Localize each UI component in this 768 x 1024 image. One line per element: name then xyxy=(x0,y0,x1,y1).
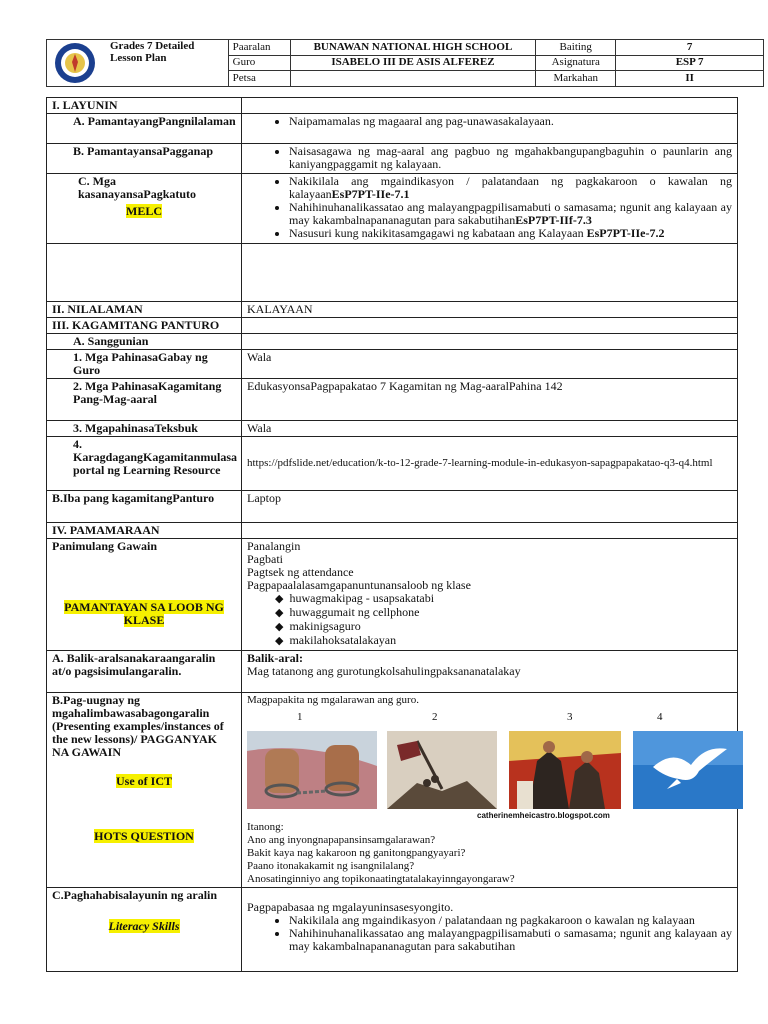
panimula-line: Panalangin xyxy=(247,539,301,553)
question-item: Bakit kaya nag kakaroon ng ganitongpangyayari? xyxy=(247,847,466,859)
white-dove-image xyxy=(633,731,743,809)
label-baiting: Baiting xyxy=(536,40,616,56)
learning-resource-link[interactable]: https://pdfslide.net/education/k-to-12-grade-7-learning-module-in-edukasyon-sapagpapakatao-q3-q4.html xyxy=(242,437,738,491)
label-teksbuk: 3. MgapahinasaTeksbuk xyxy=(47,421,242,437)
lesson-plan-title: Grades 7 Detailed Lesson Plan xyxy=(110,40,195,64)
value-teksbuk: Wala xyxy=(242,421,738,437)
paghahabi-item: • Nahihinuhanalikassatao ang malayangpagpilisamabuti o samasama; ngunit ang kalayaan ay may kakambalnapananagutan para sakabutihan xyxy=(289,927,732,953)
flag-raising-image xyxy=(387,731,497,809)
chained-fists-image xyxy=(247,731,377,809)
revolution-painting-image xyxy=(509,731,621,809)
section-kagamitan-heading: III. KAGAMITANG PANTURO xyxy=(47,318,242,334)
label-panimulang-gawain: Panimulang Gawain xyxy=(52,539,158,553)
hots-question-label: HOTS QUESTION xyxy=(94,829,194,843)
image-number: 4 xyxy=(657,711,663,723)
pag-uugnay-intro: Magpapakita ng mgalarawan ang guro. xyxy=(247,694,419,706)
label-pamantayang-pangnilalaman: A. PamantayangPangnilalaman xyxy=(47,114,242,144)
question-item: Anosatinginniyo ang topikonaatingtatalakayinngayongaraw? xyxy=(247,873,515,885)
kasanayan-item: • Nahihinuhanalikassatao ang malayangpagpilisamabuti o samasama; ngunit ang kalayaan ay may kakambalnapananagutan para sakabutihanEsP7PT-IIf-7.3 xyxy=(289,201,732,227)
paghahabi-intro: Pagpapabasaa ng mgalayuninsasesyongito. xyxy=(247,900,454,914)
text-pamantayang-pangnilalaman: • Naipamamalas ng magaaral ang pag-unawasakalayaan. xyxy=(289,115,732,128)
header-table xyxy=(46,39,764,87)
kasanayan-item: • Nakikilala ang mgaindikasyon / palatandaan ng pagkakaroon o kawalan ng kalayaanEsP7PT-IIe-7.1 xyxy=(289,175,732,201)
question-item: Paano itonakakamit ng isangnilalang? xyxy=(247,860,415,872)
rule-item: ◆ huwaggumait ng cellphone xyxy=(275,606,732,620)
value-petsa xyxy=(290,71,536,87)
paghahabi-item: • Nakikilala ang mgaindikasyon / palatandaan ng pagkakaroon o kawalan ng kalayaan xyxy=(289,914,732,927)
balik-aral-text: Mag tatanong ang gurotungkolsahulingpaksananatalakay xyxy=(247,664,521,678)
rule-item: ◆ huwagmakipag - usapsakatabi xyxy=(275,592,732,606)
label-paghahabi: C.Paghahabisalayunin ng aralin xyxy=(52,888,218,902)
label-learning-resource: 4. KaragdagangKagamitanmulasa portal ng Learning Resource xyxy=(47,437,242,491)
label-paaralan: Paaralan xyxy=(228,40,290,56)
use-of-ict-label: Use of ICT xyxy=(116,774,172,788)
value-kagamitang-mag-aaral: EdukasyonsaPagpapakatao 7 Kagamitan ng Mag-aaralPahina 142 xyxy=(242,379,738,421)
lesson-plan-table xyxy=(46,97,738,972)
label-pag-uugnay: B.Pag-uugnay ng mgahalimbawasabagongaralin (Presenting examples/instances of the new lessons)/ PAGGANYAK NA GAWAIN xyxy=(52,693,224,759)
value-paaralan: BUNAWAN NATIONAL HIGH SCHOOL xyxy=(290,40,536,56)
value-asignatura: ESP 7 xyxy=(616,55,764,71)
image-number: 3 xyxy=(567,711,573,723)
value-iba-pang-kagamitan: Laptop xyxy=(242,491,738,523)
value-gabay-guro: Wala xyxy=(242,350,738,379)
label-markahan: Markahan xyxy=(536,71,616,87)
panimula-line: Pagtsek ng attendance xyxy=(247,565,354,579)
kasanayan-item: • Nasusuri kung nakikitasamgagawi ng kabataan ang Kalayaan EsP7PT-IIe-7.2 xyxy=(289,227,732,240)
section-layunin-heading: I. LAYUNIN xyxy=(47,98,242,114)
question-item: Ano ang inyongnapapansinsamgalarawan? xyxy=(247,834,436,846)
label-iba-pang-kagamitan: B.Iba pang kagamitangPanturo xyxy=(47,491,242,523)
literacy-skills-label: Literacy Skills xyxy=(108,919,180,933)
text-pamantayan-pagganap: • Naisasagawa ng mag-aaral ang pagbuo ng mgahakbangupangbaguhin o paunlarin ang kaniyangpaggamit ng kalayaan. xyxy=(289,145,732,171)
panimula-line: Pagpapaalalasamgapanuntunansaloob ng klase xyxy=(247,578,471,592)
balik-aral-title: Balik-aral: xyxy=(247,651,303,665)
value-markahan: II xyxy=(616,71,764,87)
itanong-title: Itanong: xyxy=(247,821,284,833)
section-pamamaraan-heading: IV. PAMAMARAAN xyxy=(47,523,242,539)
melc-label: MELC xyxy=(126,204,162,218)
label-guro: Guro xyxy=(228,55,290,71)
rule-item: ◆ makilahoksatalakayan xyxy=(275,634,732,648)
rule-item: ◆ makinigsaguro xyxy=(275,620,732,634)
label-pamantayan-pagganap: B. PamantayansaPagganap xyxy=(47,144,242,174)
panimula-line: Pagbati xyxy=(247,552,283,566)
image-gallery xyxy=(247,709,732,821)
image-credit: catherinemheicastro.blogspot.com xyxy=(477,811,610,820)
section-nilalaman-heading: II. NILALAMAN xyxy=(47,302,242,318)
value-guro: ISABELO III DE ASIS ALFEREZ xyxy=(290,55,536,71)
label-petsa: Petsa xyxy=(228,71,290,87)
nilalaman-value: KALAYAAN xyxy=(242,302,738,318)
label-gabay-guro: 1. Mga PahinasaGabay ng Guro xyxy=(47,350,242,379)
label-asignatura: Asignatura xyxy=(536,55,616,71)
image-number: 2 xyxy=(432,711,438,723)
label-kagamitang-mag-aaral: 2. Mga PahinasaKagamitang Pang-Mag-aaral xyxy=(47,379,242,421)
image-number: 1 xyxy=(297,711,303,723)
label-balik-aral: A. Balik-aralsanakaraangaralin at/o pagsisimulangaralin. xyxy=(47,651,242,693)
label-kasanayan: C. Mga kasanayansaPagkatuto xyxy=(78,174,197,201)
pamantayan-label: PAMANTAYAN SA LOOB NG KLASE xyxy=(64,600,224,627)
value-baiting: 7 xyxy=(616,40,764,56)
label-sanggunian: A. Sanggunian xyxy=(47,334,242,350)
